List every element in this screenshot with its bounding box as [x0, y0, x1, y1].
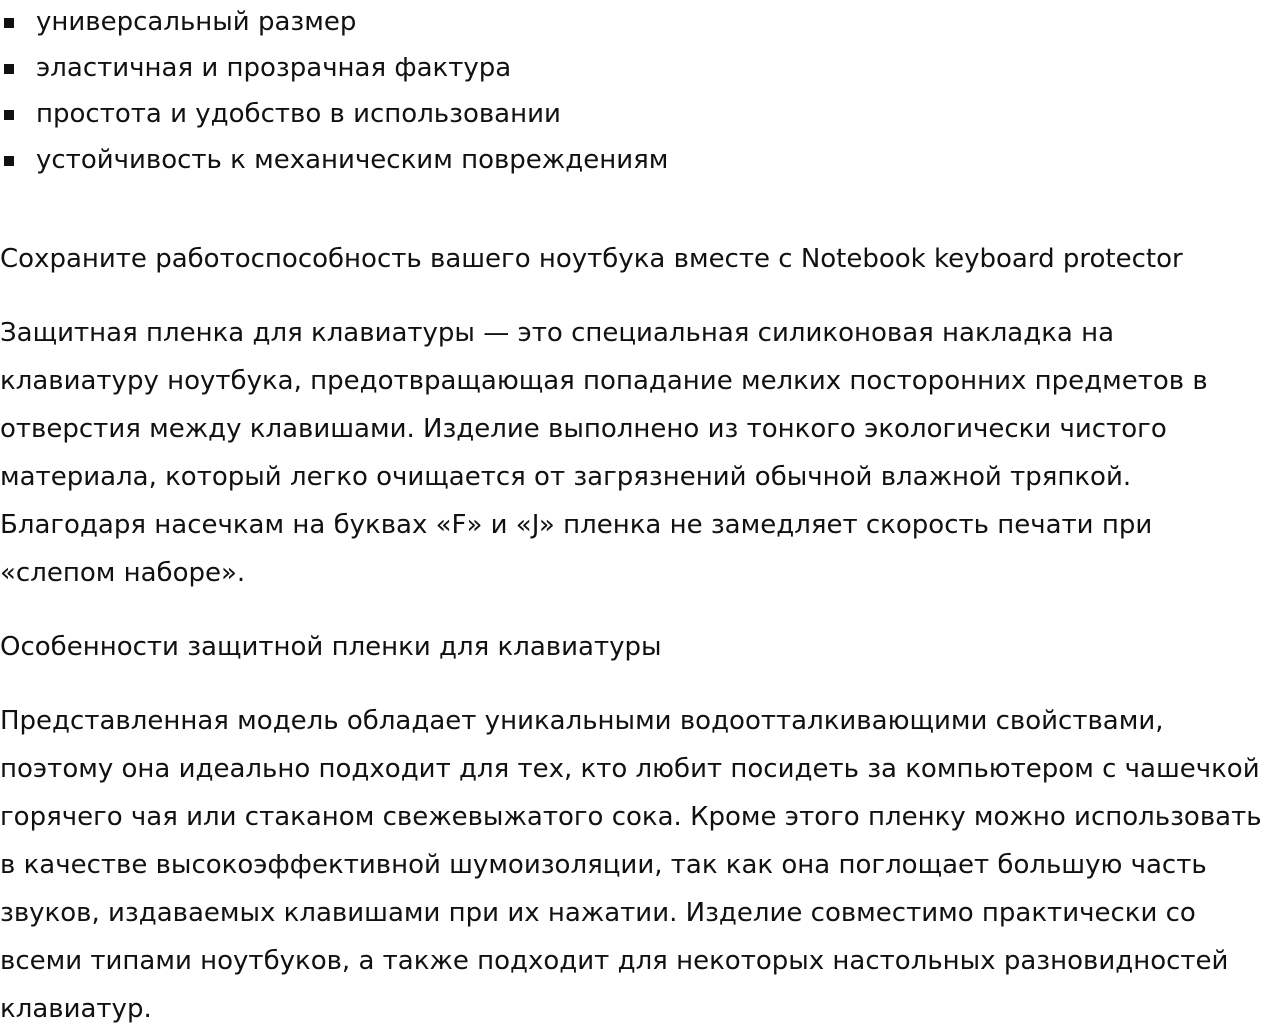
feature-text: универсальный размер: [36, 7, 357, 37]
feature-text: эластичная и прозрачная фактура: [36, 53, 512, 83]
section-heading-protector: Сохраните работоспособность вашего ноутбука вместе с Notebook keyboard protector: [0, 244, 1183, 274]
section-heading-features: Особенности защитной пленки для клавиатуры: [0, 632, 662, 662]
list-item: [0, 0, 668, 46]
description-paragraph: Защитная пленка для клавиатуры — это специальная силиконовая накладка на клавиатуру ноутбука, предотвращающая попадание мелких посторонних предметов в отверстия между клавишами. Изделие выполнено из тонкого экологически чистого материала, который легко очищается от загрязнений обычной влажной тряпкой. Благодаря насечкам на буквах «F» и «J» пленка не замедляет скорость печати при «слепом наборе».: [0, 318, 1208, 588]
feature-text: простота и удобство в использовании: [36, 99, 561, 129]
features-paragraph: Представленная модель обладает уникальными водоотталкивающими свойствами, поэтому она идеально подходит для тех, кто любит посидеть за компьютером с чашечкой горячего чая или стаканом свежевыжатого сока. Кроме этого пленку можно использовать в качестве высокоэффективной шумоизоляции, так как она поглощает большую часть звуков, издаваемых клавишами при их нажатии. Изделие совместимо практически со всеми типами ноутбуков, а также подходит для некоторых настольных разновидностей клавиатур.: [0, 706, 1262, 1024]
features-list: [0, 0, 668, 184]
square-bullet-icon: [4, 18, 14, 28]
square-bullet-icon: [4, 110, 14, 120]
square-bullet-icon: [4, 64, 14, 74]
square-bullet-icon: [4, 156, 14, 166]
list-item: [0, 90, 668, 138]
list-item: [0, 136, 668, 184]
list-item: [0, 44, 668, 92]
feature-text: устойчивость к механическим повреждениям: [36, 145, 669, 175]
